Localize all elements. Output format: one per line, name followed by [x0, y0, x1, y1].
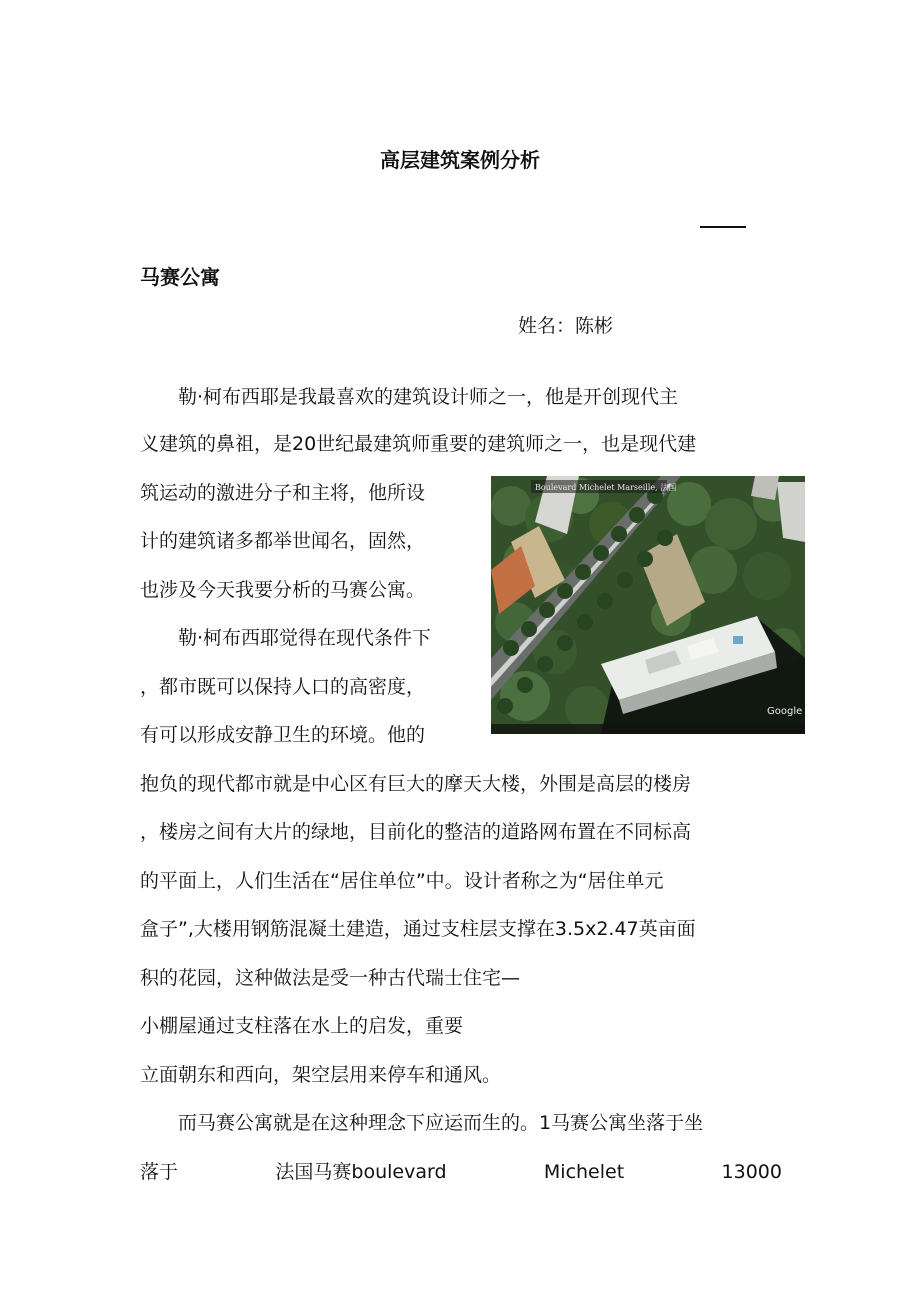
roof-pool: [733, 636, 743, 644]
document-title: 高层建筑案例分析: [380, 148, 540, 172]
address-part: 13000: [721, 1161, 782, 1183]
paragraph-line: 抱负的现代都市就是中心区有巨大的摩天大楼，外围是高层的楼房: [140, 773, 692, 795]
document-subtitle: 马赛公寓: [140, 265, 220, 289]
aerial-photo-svg: [491, 476, 805, 734]
paragraph-line: 勒·柯布西耶觉得在现代条件下: [178, 627, 432, 649]
paragraph-line: 小棚屋通过支柱落在水上的启发，重要: [140, 1015, 464, 1037]
paragraph-line: 盒子”,大楼用钢筋混凝土建造，通过支柱层支撑在3.5x2.47英亩面: [140, 918, 696, 940]
photo-caption: Boulevard Michelet Marseille, 法国: [535, 483, 677, 492]
right-building: [751, 476, 779, 500]
paragraph-line: 勒·柯布西耶是我最喜欢的建筑设计师之一，他是开创现代主: [178, 386, 679, 408]
photo-status-bar: [491, 724, 805, 734]
paragraph-line: 而马赛公寓就是在这种理念下应运而生的。1马赛公寓坐落于坐: [178, 1112, 704, 1134]
google-logo: Google: [767, 706, 803, 717]
paragraph-line: 也涉及今天我要分析的马赛公寓。: [140, 579, 426, 601]
paragraph-line: 的平面上，人们生活在“居住单位”中。设计者称之为“居住单元: [140, 870, 664, 892]
paragraph-line: 积的花园，这种做法是受一种古代瑞士住宅—: [140, 967, 521, 989]
aerial-photo: [491, 476, 805, 734]
paragraph-line: 筑运动的激进分子和主将，他所设: [140, 482, 426, 504]
paragraph-line: 立面朝东和西向，架空层用来停车和通风。: [140, 1064, 502, 1086]
address-part: 落于: [140, 1161, 179, 1183]
author-name: 姓名：陈彬: [518, 315, 614, 337]
paragraph-line: 义建筑的鼻祖，是20世纪最建筑师重要的建筑师之一，也是现代建: [140, 433, 697, 455]
paragraph-line: ，都市既可以保持人口的高密度，: [140, 676, 426, 698]
paragraph-line: 有可以形成安静卫生的环境。他的: [140, 724, 426, 746]
address-line: [140, 1155, 782, 1189]
address-part: Michelet: [543, 1161, 625, 1183]
paragraph-line: ，楼房之间有大片的绿地，目前化的整洁的道路网布置在不同标高: [140, 821, 692, 843]
title-dash: [700, 226, 746, 228]
address-part: 法国马赛boulevard: [275, 1161, 447, 1183]
paragraph-line: 计的建筑诸多都举世闻名，固然，: [140, 530, 426, 552]
